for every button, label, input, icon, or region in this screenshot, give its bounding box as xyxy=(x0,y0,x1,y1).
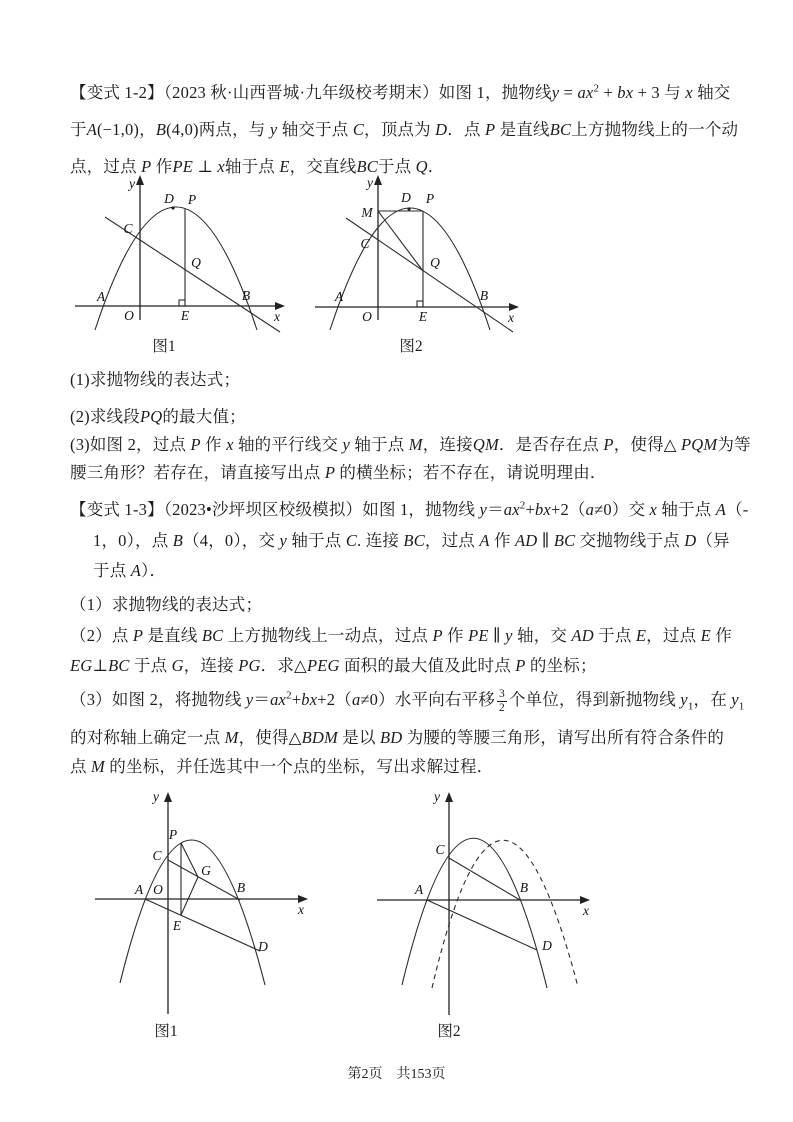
problem2-intro-line1: 【变式 1-3】（2023•沙坪坝区校级模拟）如图 1，抛物线 $y=ax^2+bx+2(a\ne 0)$交 x 轴于点 A（- xyxy=(70,499,749,519)
parabola-curve xyxy=(120,840,265,985)
figure1-caption: 图1 xyxy=(152,338,176,355)
line-CB xyxy=(449,858,520,900)
vertex-D-dot xyxy=(407,207,410,210)
right-angle-mark xyxy=(417,301,423,307)
problem2-intro-line2: 1，0），点 B（4，0），交 y 轴于点 C. 连接 BC，过点 A 作 AD ∥ BC 交抛物线于点 D（异 xyxy=(93,531,730,550)
label-D: D xyxy=(401,190,411,205)
label-A: A xyxy=(134,882,144,897)
label-B: B xyxy=(241,288,251,303)
problem1-intro-line1: 【变式 1-2】（2023 秋·山西晋城·九年级校考期末）如图 1，抛物线$y = ax^2$ + bx + 3 与 x 轴交 xyxy=(70,82,731,102)
label-C: C xyxy=(152,848,162,863)
parabola-curve xyxy=(402,838,547,988)
label-P: P xyxy=(425,191,435,206)
label-y-axis: y xyxy=(153,789,159,804)
label-C: C xyxy=(123,221,133,236)
label-O: O xyxy=(124,308,134,323)
problem2-question2-line1: （2）点 P 是直线 BC 上方抛物线上一动点，过点 P 作 PE ∥ y 轴，交 AD 于点 E，过点 E 作 xyxy=(70,626,732,645)
problem1-question1: (1)求抛物线的表达式； xyxy=(70,370,241,389)
problem1-question2: (2)求线段PQ的最大值； xyxy=(70,407,246,426)
figure4-caption: 图2 xyxy=(437,1023,461,1040)
problem2-figure2-graph xyxy=(370,788,640,1024)
label-A: A xyxy=(96,289,106,304)
problem1-question3-line2: 腰三角形？若存在，请直接写出点 P 的横坐标；若不存在，请说明理由． xyxy=(70,463,607,482)
problem1-figure1-graph xyxy=(70,172,292,334)
label-G: G xyxy=(201,863,211,878)
problem2-question1: （1）求抛物线的表达式； xyxy=(70,595,263,614)
label-Q: Q xyxy=(191,255,201,270)
label-C: C xyxy=(360,236,370,251)
right-angle-mark xyxy=(179,300,185,306)
label-O: O xyxy=(362,309,372,324)
problem2-question3-line3: 点 M 的坐标，并任选其中一个点的坐标，写出求解过程． xyxy=(70,757,494,776)
axes xyxy=(377,792,590,1015)
label-y-axis: y xyxy=(367,175,373,190)
label-B: B xyxy=(519,880,529,895)
shifted-parabola-dashed-curve xyxy=(432,840,578,988)
problem2-figure1-graph xyxy=(85,788,320,1020)
label-x-axis: x xyxy=(274,309,280,324)
label-P: P xyxy=(168,827,178,842)
label-E: E xyxy=(418,309,428,324)
axes xyxy=(315,175,519,320)
label-Q: Q xyxy=(430,255,440,270)
label-C: C xyxy=(435,842,445,857)
problem1-question3-line1: (3)如图 2，过点 P 作 x 轴的平行线交 y 轴于点 M，连接QM．是否存在点 P，使得△ PQM为等 xyxy=(70,435,751,454)
label-A: A xyxy=(414,882,424,897)
parabola-curve xyxy=(330,208,490,330)
label-D: D xyxy=(258,939,268,954)
line-AD xyxy=(145,899,260,951)
problem2-question2-line2: EG⊥BC 于点 G，连接 PG．求△PEG 面积的最大值及此时点 P 的坐标； xyxy=(70,656,597,675)
segment-EG xyxy=(181,877,198,915)
figure3-caption: 图1 xyxy=(154,1023,178,1040)
axes xyxy=(95,792,308,1014)
label-D: D xyxy=(542,938,552,953)
label-y-axis: y xyxy=(434,789,440,804)
problem1-intro-line3: 点，过点 P 作PE ⊥ x轴于点 E，交直线BC于点 Q． xyxy=(70,157,445,176)
problem2-question3-line2: 的对称轴上确定一点 M，使得△BDM 是以 BD 为腰的等腰三角形，请写出所有符合条件的 xyxy=(70,728,725,747)
label-M: M xyxy=(361,205,373,220)
problem2-intro-line3: 于点 A）． xyxy=(93,561,167,580)
label-y-axis: y xyxy=(129,176,135,191)
label-x-axis: x xyxy=(298,902,304,917)
label-B: B xyxy=(236,880,246,895)
page-number-footer: 第2页 共153页 xyxy=(347,1067,446,1082)
parabola-curve xyxy=(95,207,257,330)
label-E: E xyxy=(180,308,190,323)
figure2-caption: 图2 xyxy=(399,338,423,355)
label-x-axis: x xyxy=(508,310,514,325)
label-x-axis: x xyxy=(583,903,589,918)
label-A: A xyxy=(334,289,344,304)
segment-MQ xyxy=(378,211,423,271)
label-D: D xyxy=(164,191,174,206)
problem1-intro-line2: 于A(−1,0)，B(4,0)两点，与 y 轴交于点 C，顶点为 D．点 P 是直线BC上方抛物线上的一个动 xyxy=(70,120,739,139)
label-E: E xyxy=(172,918,182,933)
problem2-question3-line1: （3）如图 2，将抛物线 $y=ax^2+bx+2(a\ne 0)$水平向右平移 $\frac{3}{2}$ 个单位，得到新抛物线 $y_1$，在 $y_1$ xyxy=(70,688,745,715)
label-O: O xyxy=(153,882,163,897)
vertex-D-dot xyxy=(171,206,174,209)
label-B: B xyxy=(479,288,489,303)
problem1-figure2-graph xyxy=(310,172,522,334)
label-P: P xyxy=(187,192,197,207)
